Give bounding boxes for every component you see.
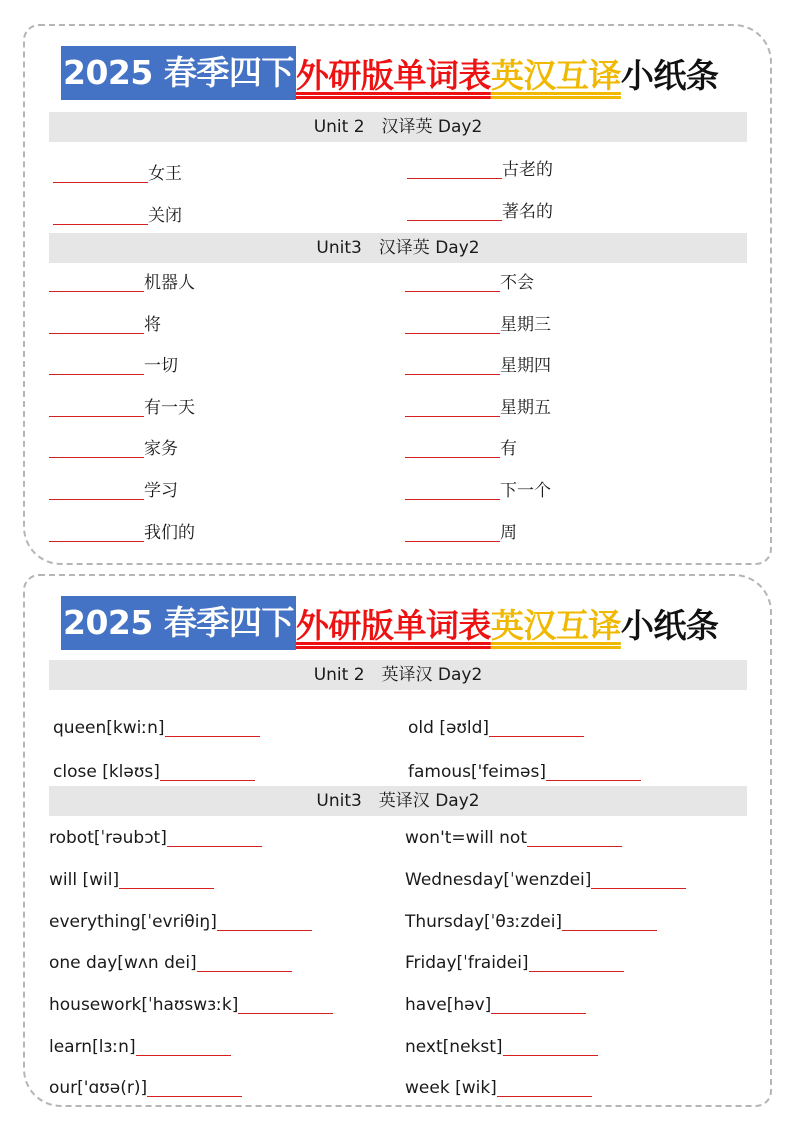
word-prompt: 学习 (144, 481, 178, 501)
word-prompt: have[həv] (405, 995, 492, 1015)
word-row (405, 869, 686, 891)
answer-blank[interactable] (591, 870, 686, 889)
word-prompt: old [əʊld] (408, 718, 490, 738)
word-row (49, 869, 214, 891)
answer-blank[interactable] (405, 439, 500, 458)
answer-blank[interactable] (49, 523, 144, 542)
word-row (405, 1036, 598, 1058)
answer-blank[interactable] (527, 828, 622, 847)
answer-blank[interactable] (405, 356, 500, 375)
answer-blank[interactable] (238, 995, 333, 1014)
word-row (405, 272, 534, 294)
answer-blank[interactable] (546, 762, 641, 781)
title-part-note: 小纸条 (620, 605, 719, 645)
word-row (53, 205, 182, 227)
title-part-note: 小纸条 (620, 55, 719, 95)
word-row (405, 397, 551, 419)
word-row (49, 952, 292, 974)
word-row (407, 159, 553, 181)
title-part-year: 2025 春季四下 (61, 596, 296, 650)
word-prompt: everything[ˈevriθiŋ] (49, 912, 217, 932)
title-part-publisher: 外研版单词表 (295, 605, 491, 645)
answer-blank[interactable] (489, 718, 584, 737)
answer-blank[interactable] (491, 995, 586, 1014)
word-row (49, 522, 195, 544)
card-chinese-to-english (23, 24, 772, 565)
answer-blank[interactable] (497, 1078, 592, 1097)
word-row (405, 827, 622, 849)
answer-blank[interactable] (197, 953, 292, 972)
word-prompt: 将 (144, 315, 161, 335)
answer-blank[interactable] (49, 356, 144, 375)
word-prompt: 有一天 (144, 398, 195, 418)
word-row (49, 1077, 242, 1099)
word-prompt: our['ɑʊə(r)] (49, 1078, 148, 1098)
word-row (408, 761, 641, 783)
word-row (49, 314, 161, 336)
answer-blank[interactable] (503, 1037, 598, 1056)
word-prompt: 古老的 (502, 160, 553, 180)
word-row (49, 994, 333, 1016)
answer-blank[interactable] (49, 439, 144, 458)
section-heading: Unit3 英译汉 Day2 (49, 786, 747, 816)
word-prompt: 一切 (144, 356, 178, 376)
word-row (49, 355, 178, 377)
answer-blank[interactable] (165, 718, 260, 737)
section-heading: Unit 2 汉译英 Day2 (49, 112, 747, 142)
answer-blank[interactable] (53, 206, 148, 225)
word-row (405, 522, 517, 544)
title-part-translate: 英汉互译 (490, 55, 621, 95)
answer-blank[interactable] (49, 481, 144, 500)
word-row (49, 397, 195, 419)
word-row (49, 911, 312, 933)
card-title (61, 46, 718, 100)
answer-blank[interactable] (136, 1037, 231, 1056)
word-row (53, 163, 182, 185)
word-row (49, 827, 262, 849)
answer-blank[interactable] (160, 762, 255, 781)
answer-blank[interactable] (562, 912, 657, 931)
word-prompt: 著名的 (502, 202, 553, 222)
answer-blank[interactable] (405, 523, 500, 542)
word-prompt: Thursday[ˈθɜːzdei] (405, 912, 563, 932)
word-prompt: housework[ˈhaʊswɜːk] (49, 995, 239, 1015)
answer-blank[interactable] (407, 160, 502, 179)
word-prompt: next[nekst] (405, 1037, 503, 1057)
answer-blank[interactable] (49, 398, 144, 417)
word-prompt: robot[ˈrəubɔt] (49, 828, 167, 848)
word-prompt: 星期四 (500, 356, 551, 376)
title-part-translate: 英汉互译 (490, 605, 621, 645)
word-prompt: 有 (500, 439, 517, 459)
card-title (61, 596, 718, 650)
word-prompt: 女王 (148, 164, 182, 184)
answer-blank[interactable] (53, 164, 148, 183)
word-row (49, 438, 178, 460)
answer-blank[interactable] (49, 315, 144, 334)
word-prompt: 我们的 (144, 523, 195, 543)
word-prompt: 关闭 (148, 206, 182, 226)
word-prompt: will [wil] (49, 870, 120, 890)
answer-blank[interactable] (529, 953, 624, 972)
answer-blank[interactable] (119, 870, 214, 889)
word-prompt: famous['feiməs] (408, 762, 546, 782)
answer-blank[interactable] (167, 828, 262, 847)
word-prompt: one day[wʌn dei] (49, 953, 197, 973)
word-row (405, 911, 657, 933)
word-row (53, 761, 255, 783)
title-part-publisher: 外研版单词表 (295, 55, 491, 95)
answer-blank[interactable] (405, 398, 500, 417)
word-prompt: 下一个 (500, 481, 551, 501)
answer-blank[interactable] (405, 481, 500, 500)
answer-blank[interactable] (49, 273, 144, 292)
word-prompt: 不会 (500, 273, 534, 293)
word-row (405, 480, 551, 502)
word-prompt: Wednesday[ˈwenzdei] (405, 870, 592, 890)
word-row (405, 952, 624, 974)
word-row (407, 201, 553, 223)
section-heading: Unit3 汉译英 Day2 (49, 233, 747, 263)
word-prompt: close [kləʊs] (53, 762, 160, 782)
word-prompt: 机器人 (144, 273, 195, 293)
word-prompt: Friday[ˈfraidei] (405, 953, 529, 973)
title-part-year: 2025 春季四下 (61, 46, 296, 100)
word-row (49, 272, 195, 294)
answer-blank[interactable] (147, 1078, 242, 1097)
word-prompt: 家务 (144, 439, 178, 459)
word-row (405, 355, 551, 377)
word-row (405, 438, 517, 460)
answer-blank[interactable] (217, 912, 312, 931)
word-row (53, 717, 260, 739)
word-prompt: week [wik] (405, 1078, 497, 1098)
word-prompt: won't=will not (405, 828, 527, 848)
answer-blank[interactable] (407, 202, 502, 221)
answer-blank[interactable] (405, 315, 500, 334)
word-prompt: learn[lɜːn] (49, 1037, 136, 1057)
word-row (405, 994, 586, 1016)
word-row (405, 1077, 592, 1099)
word-row (405, 314, 551, 336)
word-row (49, 1036, 231, 1058)
answer-blank[interactable] (405, 273, 500, 292)
word-row (408, 717, 584, 739)
word-prompt: 星期三 (500, 315, 551, 335)
card-english-to-chinese (23, 574, 772, 1107)
word-prompt: 星期五 (500, 398, 551, 418)
word-prompt: queen[kwiːn] (53, 718, 165, 738)
word-row (49, 480, 178, 502)
word-prompt: 周 (500, 523, 517, 543)
section-heading: Unit 2 英译汉 Day2 (49, 660, 747, 690)
